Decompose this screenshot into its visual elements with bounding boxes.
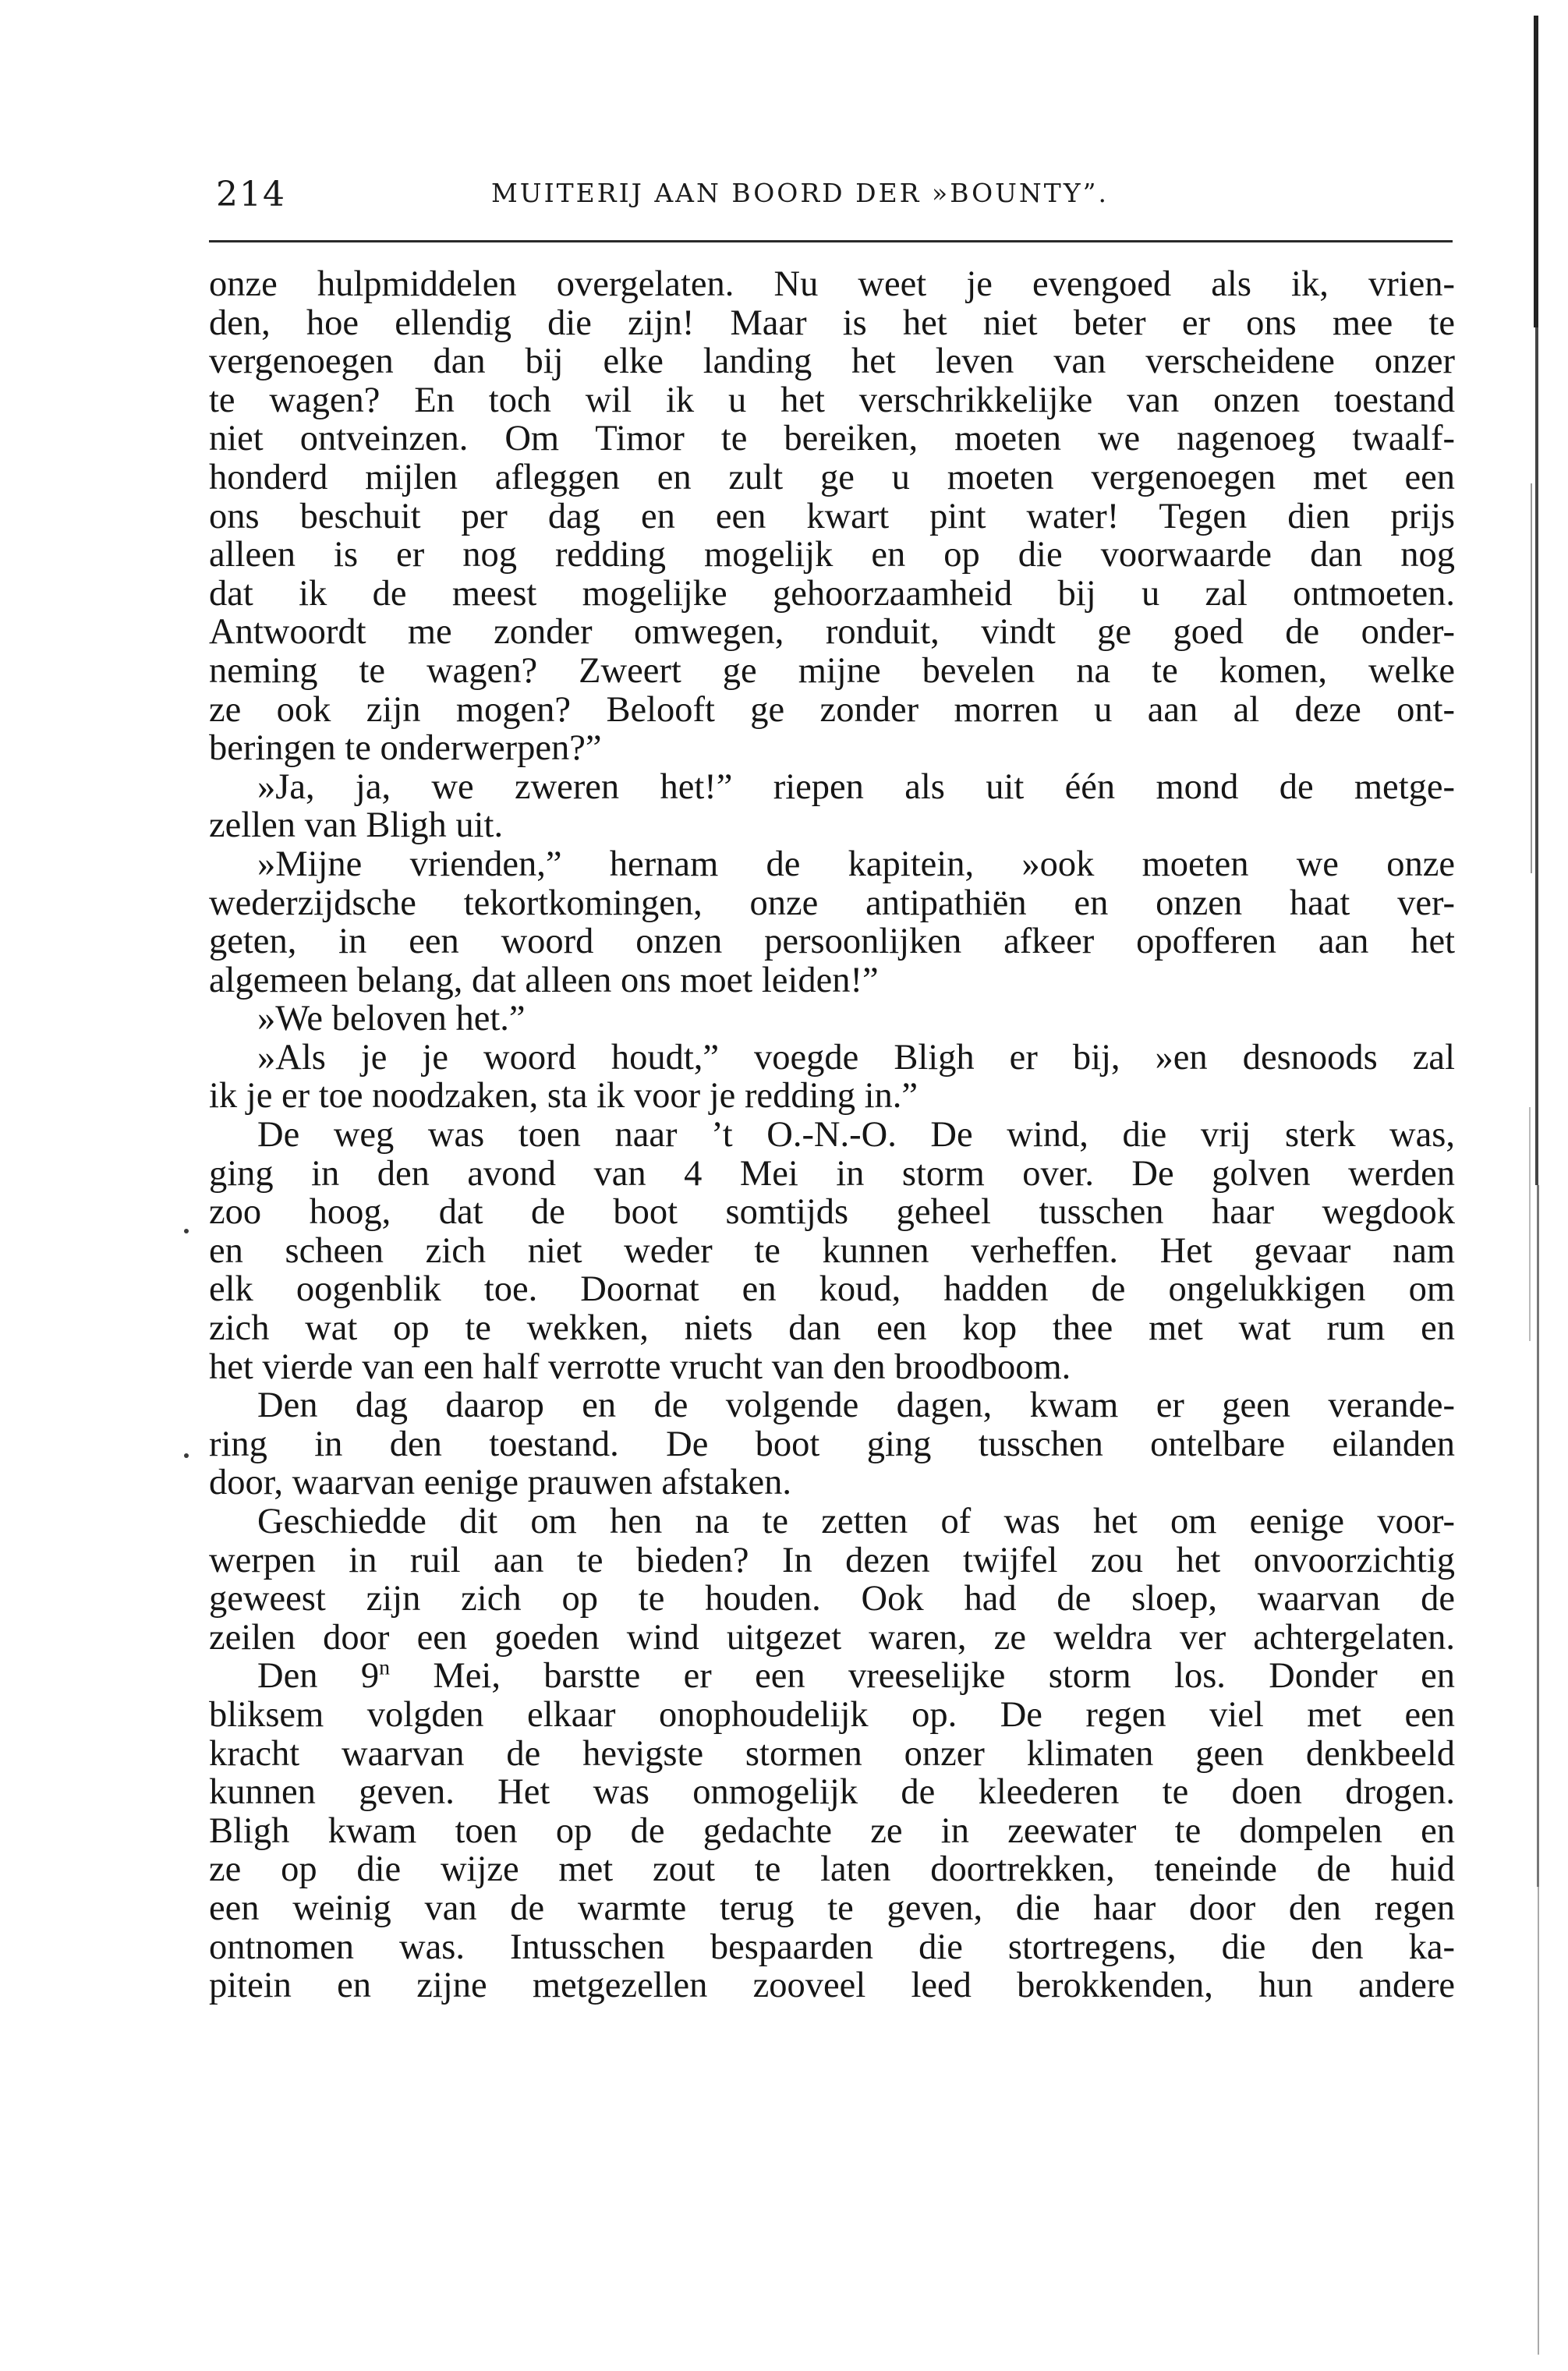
header-rule bbox=[209, 240, 1453, 242]
text-line: Geschiedde dit om hen na te zetten of was het om eenige voor- bbox=[257, 1502, 1455, 1541]
text-line: »Als je je woord houdt,” voegde Bligh er bij, »en desnoods zal bbox=[257, 1037, 1455, 1078]
text-line: »Mijne vrienden,” hernam de kapitein, »ook moeten we onze bbox=[257, 844, 1455, 884]
superscript: n bbox=[379, 1655, 391, 1680]
text-line: neming te wagen? Zweert ge mijne bevelen na te komen, welke bbox=[209, 650, 1455, 691]
text-line: geten, in een woord onzen persoonlijken afkeer opofferen aan het bbox=[209, 922, 1455, 962]
text-line-start: Den 9 bbox=[257, 1656, 380, 1697]
text-line: den, hoe ellendig die zijn! Maar is het niet beter er ons mee te bbox=[209, 303, 1455, 343]
text-line: ik je er toe noodzaken, sta ik voor je redding in.” bbox=[209, 1076, 919, 1116]
text-line: honderd mijlen afleggen en zult ge u moeten vergenoegen met een bbox=[209, 457, 1455, 497]
text-line: te wagen? En toch wil ik u het verschrikkelijke van onzen toestand bbox=[209, 380, 1455, 420]
text-line: algemeen belang, dat alleen ons moet leiden!” bbox=[209, 960, 879, 1000]
text-line bbox=[209, 1657, 1455, 1696]
running-head bbox=[207, 175, 1446, 229]
text-line: door, waarvan eenige prauwen afstaken. bbox=[209, 1463, 791, 1503]
margin-mark bbox=[184, 1453, 189, 1458]
text-line: ze ook zijn mogen? Belooft ge zonder morren u aan al deze ont- bbox=[209, 689, 1455, 730]
text-line: »We beloven het.” bbox=[257, 999, 526, 1039]
text-line: »Ja, ja, we zweren het!” riepen als uit één mond de metge- bbox=[257, 766, 1455, 807]
text-line: ons beschuit per dag en een kwart pint water! Tegen dien prijs bbox=[209, 496, 1455, 536]
text-line: zeilen door een goeden wind uitgezet waren, ze weldra ver achtergelaten. bbox=[209, 1617, 1455, 1658]
text-line: zellen van Bligh uit. bbox=[209, 805, 504, 846]
text-line: Den dag daarop en de volgende dagen, kwam er geen verande- bbox=[257, 1385, 1455, 1426]
text-line: onze hulpmiddelen overgelaten. Nu weet je evengoed als ik, vrien- bbox=[209, 264, 1455, 304]
text-line: ze op die wijze met zout te laten doortrekken, teneinde de huid bbox=[209, 1849, 1455, 1890]
running-title: MUITERIJ AAN BOORD DER »BOUNTY”. bbox=[491, 178, 1109, 208]
text-line: alleen is er nog redding mogelijk en op die voorwaarde dan nog bbox=[209, 535, 1455, 575]
text-line: ontnomen was. Intusschen bespaarden die stortregens, die den ka- bbox=[209, 1927, 1455, 1967]
text-line: zoo hoog, dat de boot somtijds geheel tusschen haar wegdook bbox=[209, 1192, 1455, 1233]
text-line: en scheen zich niet weder te kunnen verheffen. Het gevaar nam bbox=[209, 1230, 1455, 1271]
text-line: beringen te onderwerpen?” bbox=[209, 728, 602, 769]
text-line: kunnen geven. Het was onmogelijk de kleederen te doen drogen. bbox=[209, 1772, 1455, 1813]
gutter-shadow bbox=[1517, 16, 1554, 2355]
text-line-rest: Mei, barstte er een vreeselijke storm los. Donder en bbox=[390, 1656, 1455, 1697]
page-number: 214 bbox=[216, 175, 286, 214]
text-line: ging in den avond van 4 Mei in storm over. De golven werden bbox=[209, 1153, 1455, 1194]
text-line: Antwoordt me zonder omwegen, ronduit, vindt ge goed de onder- bbox=[209, 612, 1455, 653]
text-line: niet ontveinzen. Om Timor te bereiken, moeten we nagenoeg twaalf- bbox=[209, 419, 1455, 459]
margin-mark bbox=[184, 1229, 189, 1233]
text-line: dat ik de meest mogelijke gehoorzaamheid bij u zal ontmoeten. bbox=[209, 573, 1455, 614]
text-line: een weinig van de warmte terug te geven, die haar door den regen bbox=[209, 1888, 1455, 1928]
text-line: ring in den toestand. De boot ging tusschen ontelbare eilanden bbox=[209, 1424, 1455, 1464]
text-line: De weg was toen naar ’t O.-N.-O. De wind, die vrij sterk was, bbox=[257, 1115, 1455, 1155]
body-text bbox=[209, 265, 1455, 2005]
text-line: zich wat op te wekken, niets dan een kop thee met wat rum en bbox=[209, 1308, 1455, 1349]
text-line: pitein en zijne metgezellen zooveel leed berokkenden, hun andere bbox=[209, 1966, 1455, 2006]
text-line: wederzijdsche tekortkomingen, onze antipathiën en onzen haat ver- bbox=[209, 883, 1455, 923]
text-line: Bligh kwam toen op de gedachte ze in zeewater te dompelen en bbox=[209, 1810, 1455, 1851]
text-line: kracht waarvan de hevigste stormen onzer klimaten geen denkbeeld bbox=[209, 1733, 1455, 1774]
text-line: geweest zijn zich op te houden. Ook had de sloep, waarvan de bbox=[209, 1579, 1455, 1619]
text-line: elk oogenblik toe. Doornat en koud, hadden de ongelukkigen om bbox=[209, 1269, 1455, 1310]
text-line: bliksem volgden elkaar onophoudelijk op. De regen viel met een bbox=[209, 1694, 1455, 1735]
text-line: werpen in ruil aan te bieden? In dezen twijfel zou het onvoorzichtig bbox=[209, 1540, 1455, 1580]
text-line: vergenoegen dan bij elke landing het leven van verscheidene onzer bbox=[209, 341, 1455, 382]
text-line: het vierde van een half verrotte vrucht van den broodboom. bbox=[209, 1347, 1071, 1387]
